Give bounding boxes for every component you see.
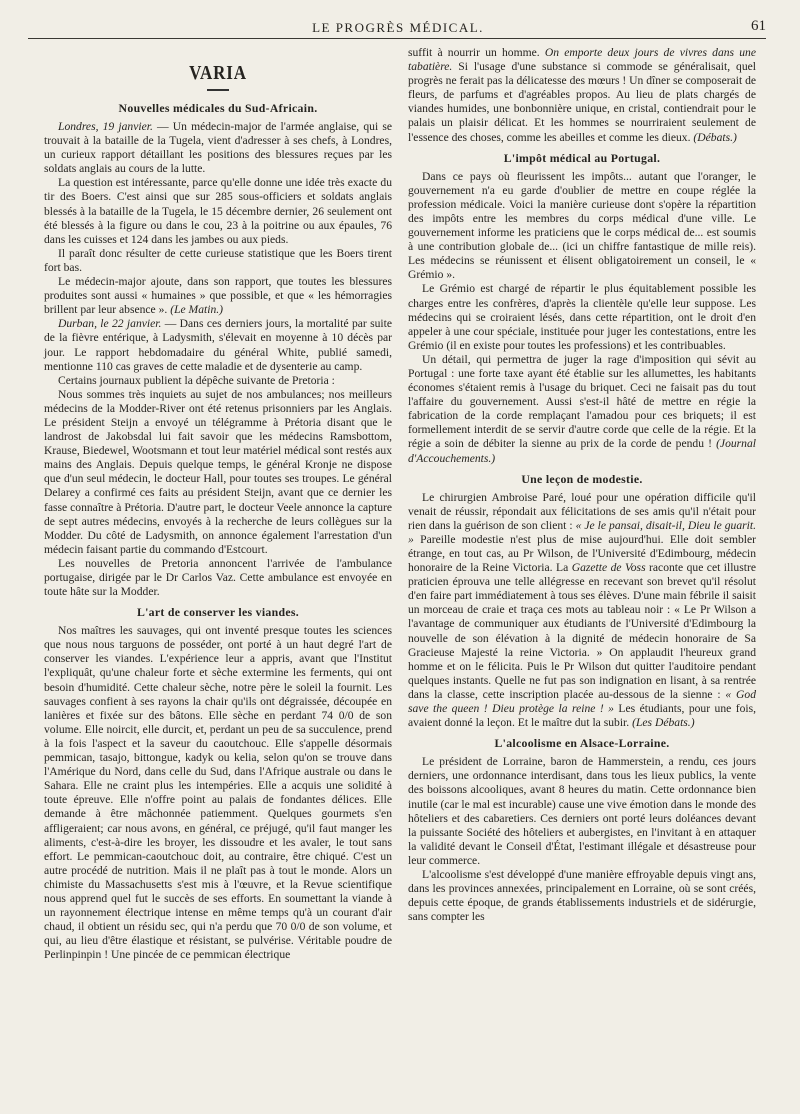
paragraph: Londres, 19 janvier. — Un médecin-major de l'armée anglaise, qui se trouvait à la bataille de la Tugela, vient d'adresser à ses chefs, à Londres, un curieux rapport détaillant les positions des blessures reçues par les soldats anglais au cours de la lutte. <box>44 120 392 176</box>
source: (Débats.) <box>693 130 737 144</box>
article-title: L'impôt médical au Portugal. <box>503 150 661 165</box>
paragraph: Il paraît donc résulter de cette curieuse statistique que les Boers tirent fort bas. <box>44 246 392 274</box>
page-header <box>30 14 766 36</box>
paragraph: La question est intéressante, parce qu'elle donne une idée très exacte du tir des Boers. C'est ainsi que sur 285 sous-officiers et soldats anglais blessés à la bataille de la Tugela, le 15 décembre dernier, 26 seulement ont été blessés à la figure ou dans le cou, 23 à la poitrine ou aux épaules, 76 dans les cuisses et 124 dans les jambes ou aux pieds. <box>44 176 392 246</box>
paragraph: suffit à nourrir un homme. On emporte deux jours de vivres dans une tabatière. Si l'usage d'une substance si commode se généralisait, quel progrès ne ferait pas la délicatesse des mœurs ! Un dîner se composerait de fleurs, de parfums et d'agréables propos. Au lieu de plats chargés de viandes humides, une bonbonnière unique, en cristal, contiendrait pour le palais un plaisir délicat. Et les hommes se nourriraient seulement de l'essence des choses, comme les abeilles et comme les dieux. (Débats.) <box>408 46 757 144</box>
paragraph: Certains journaux publient la dépêche suivante de Pretoria : <box>58 373 335 387</box>
left-column <box>44 46 392 962</box>
article-title: Nouvelles médicales du Sud-Africain. <box>118 101 318 115</box>
title-dash <box>207 89 229 91</box>
dateline: Durban, le 22 janvier. <box>58 317 162 331</box>
header-rule <box>28 38 766 39</box>
article-title: L'alcoolisme en Alsace-Lorraine. <box>494 736 670 751</box>
source: (Les Débats.) <box>632 716 695 730</box>
dateline: Londres, 19 janvier. <box>58 120 153 133</box>
paragraph: Nous sommes très inquiets au sujet de nos ambulances; nos meilleurs médecins de la Modder-River ont été retenus prisonniers par les Anglais. Le président Steijn a envoyé un télégramme à Prétoria disant que le landrost de Jakobsdal lui fait savoir que les médecins Ramsbottom, Krause, Biedewel, Wootsmann et tout leur matériel médical sont restés aux mains des Anglais. Depuis quelque temps, le général Kronje ne dispose que d'un seul médecin, le docteur Hall, pour toutes ses troupes. Le général Delarey a confirmé ces faits au président Steijn, avant que ce dernier les fasse connaître à Prétoria. D'autre part, le docteur Veele annonce la capture de sept autres médecins, envoyés à la recherche de leurs collègues sur la Modder. Du côté de Ladysmith, on annonce également l'arrestation d'un médecin faisant partie du commando d'Estcourt. <box>44 387 392 556</box>
paragraph: Le chirurgien Ambroise Paré, loué pour une opération difficile qu'il venait de réussir, répondait aux félicitations de ses amis qu'il n'était pour rien dans la guérison de son client : « Je le pansai, disait-il, Dieu le guarit. » Pareille modestie n'est plus de mise aujourd'hui. Elle doit sembler étrange, en tout cas, au Pr Wilson, de l'Université d'Edimbourg, médecin honoraire de la Reine Victoria. La Gazette de Voss raconte que cet illustre praticien éprouva une telle allégresse en recevant son brevet qu'il résolut d'en faire part immédiatement à tous ses élèves. D'une main fébrile il saisit un morceau de craie et traça ces mots au tableau noir : « Le Pr Wilson a l'avantage de communiquer aux étudiants de l'Université d'Edimbourg la nouvelle de son élévation à la dignité de médecin honoraire de Sa Gracieuse Majesté la reine Victoria. » On applaudit l'heureux grand homme et on le félicita. Puis le Pr Wilson dut quitter l'auditoire pendant quelques instants. Quelle ne fut pas son indignation en lisant, à sa rentrée dans la classe, cette inscription placée au-dessous de la sienne : « God save the queen ! Dieu protège la reine ! » Les étudiants, pour une fois, avaient donné la leçon. Et le maître dut la subir. (Les Débats.) <box>408 490 757 730</box>
page-number: 61 <box>751 18 766 34</box>
section-title: VARIA <box>189 62 247 84</box>
article-title: Une leçon de modestie. <box>521 471 643 486</box>
paragraph: Dans ce pays où fleurissent les impôts... autant que l'oranger, le gouvernement n'a eu garde d'oublier de mettre en coupe réglée la profession médicale. Voici la manière curieuse dont s'opère la répartition des impôts entre les membres du corps médical d'une ville. Le gouvernement informe les praticiens que le corps médical de... est soumis à une contribution globale de... (ici un chiffre fantastique de mille reis). Les médecins se réunissent et élisent obligatoirement un conseil, le « Grémio ». <box>408 169 756 282</box>
paragraph: Le médecin-major ajoute, dans son rapport, que toutes les blessures produites sont aussi « humaines » que possible, et que « les hémorragies brillent par leur absence ». (Le Matin.) <box>44 275 392 317</box>
article-title: L'art de conserver les viandes. <box>136 605 300 620</box>
right-column <box>408 46 756 924</box>
paragraph: Durban, le 22 janvier. — Dans ces derniers jours, la mortalité par suite de la fièvre entérique, à Ladysmith, s'élevait en moyenne à 10 décès par jour. Le rapport hebdomadaire du général White, publié samedi, mentionne 110 cas graves de cette maladie et de dysenterie au camp. <box>44 317 392 373</box>
paragraph: L'alcoolisme s'est développé d'une manière effroyable depuis vingt ans, dans les provinces annexées, principalement en Lorraine, où se sont créés, depuis cette époque, de grands établissements industriels et de sidérurgie, sans compter les <box>408 867 756 924</box>
paragraph: Les nouvelles de Pretoria annoncent l'arrivée de l'ambulance portugaise, dirigée par le Dr Carlos Vaz. Cette ambulance est envoyée en toute hâte sur la Modder. <box>44 556 392 599</box>
paragraph: Nos maîtres les sauvages, qui ont inventé presque toutes les sciences que nous nous targuons de posséder, ont porté à un haut degré l'art de conserver les viandes. L'expérience leur a appris, avant que l'Institut l'expliquât, qu'une chaleur forte et sèche extermine les ferments, qui ont besoin d'humidité. Cette chaleur sèche, notre père le soleil la fournit. Les sauvages confient à ses rayons la chair qu'ils ont dégraissée, découpée en lanières et fixée sur des bâtons. Elle sèche en perdant 74 0/0 de son volume. Elle noircit, elle durcit, et, perdant un peu de sa succulence, prend à la fois l'aspect et la saveur du caoutchouc. Elle s'appelle désormais pemmican, tasajo, bittongue, kadyk ou kelia, selon qu'on se trouve dans l'Amérique du Nord, dans celle du Sud, dans l'Afrique australe ou dans le Sahara. Elle ne craint plus les intempéries. Elle a acquis une solidité à toute épreuve. Elle n'offre point au palais de fondantes délices. Elle demande à être mâchonnée patiemment. Quelques gourmets s'en affligeraient; car nous avons, en général, ce préjugé, qu'il faut manger les aliments, c'est-à-dire les broyer, les dissoudre et les avaler, le tout sans effort. Le pemmican-caoutchouc doit, au contraire, être chiqué. C'est un autre procédé de nutrition. Mais il ne plaît pas à tout le monde. Alors un chimiste du Massachusetts s'est mis à l'œuvre, et la Revue scientifique nous apprend quel fut le succès de ses efforts. En soumettant la viande à un rayonnement électrique intense en même temps qu'à un courant d'air chaud, il obtient un résidu sec, qui n'a perdu que 70 0/0 de son volume, et qui, au lieu d'être élastique et résistant, se pulvérise. Véritable poudre de Perlinpinpin ! Une pincée de ce pemmican électrique <box>44 624 392 962</box>
paragraph: Le Grémio est chargé de répartir le plus équitablement possible les charges entre les confrères, d'après la clientèle qu'elle leur suppose. Les médecins qui se croiraient lésés, dans cette répartition, ont le droit d'en appeler à une cour spéciale, instituée pour juger les contestations, entre les Grémio (il en existe pour toutes les professions) et les contribuables. <box>408 282 756 352</box>
source: (Le Matin.) <box>170 303 224 317</box>
source: (Journal d'Accouchements.) <box>408 437 756 465</box>
running-head: LE PROGRÈS MÉDICAL. <box>312 20 484 35</box>
paragraph: Le président de Lorraine, baron de Hammerstein, a rendu, ces jours derniers, une ordonnance interdisant, dans tous les lieux publics, la vente des boissons alcooliques, avant 8 heures du matin. Cette ordonnance bien inutile (car le mal est incurable) cause une vive émotion dans le monde des hôteliers et des cabaretiers. Ces derniers ont porté leurs doléances devant la puissante Société des hôteliers et aubergistes, en l'invitant à en attaquer la validité devant le Conseil d'État, l'estimant illégale et désastreuse pour leur commerce. <box>408 755 757 867</box>
paragraph: Un détail, qui permettra de juger la rage d'imposition qui sévit au Portugal : une forte taxe ayant été établie sur les allumettes, les habitants économes s'étaient remis à l'usage du briquet. Ceci ne faisait pas du tout l'affaire du gouvernement. Aussi s'est-il hâté de mettre en régie la fabrication de la corde remplaçant l'amadou pour ces briquets; il est formellement interdit de se servir d'autre corde que celle de la régie. Et la régie a soin de débiter la sienne au prix de la corde de pendu ! (Journal d'Accouchements.) <box>408 352 756 465</box>
